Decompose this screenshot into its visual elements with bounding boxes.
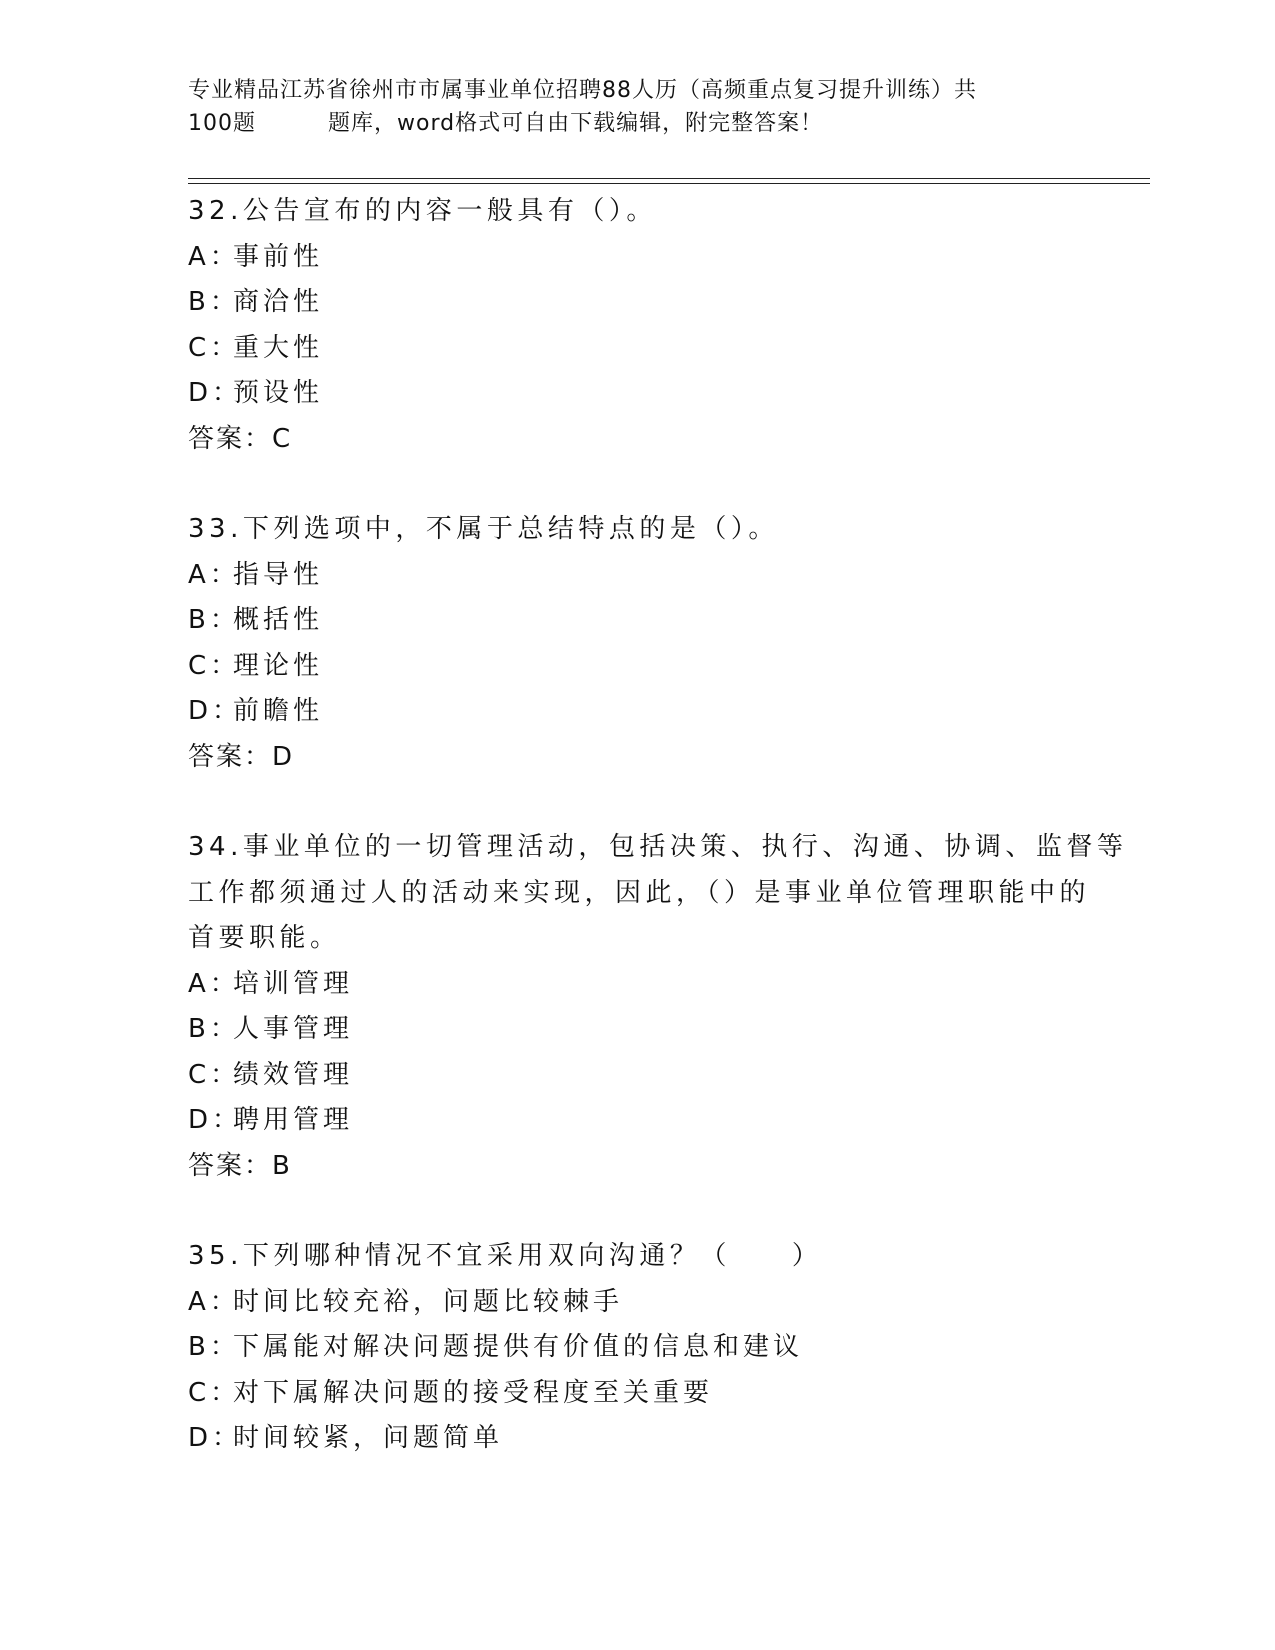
header-description: 题库，word格式可自由下载编辑，附完整答案！ (328, 111, 824, 136)
option-text: 事前性 (233, 241, 324, 272)
option-key: C： (188, 1059, 241, 1090)
header-divider-bottom (188, 183, 1150, 184)
option-key: B： (188, 1014, 240, 1044)
option-text: 概括性 (233, 605, 324, 635)
question-list (188, 189, 1128, 1462)
answer-option (188, 1416, 1088, 1462)
option-key: B： (188, 1332, 240, 1362)
option-key: C： (188, 650, 241, 681)
question-stem: 35.下列哪种情况不宜采用双向沟通？（ ） (188, 1241, 823, 1271)
option-key: D： (188, 378, 243, 408)
answer-option (188, 326, 1088, 372)
question-stem: 32.公告宣布的内容一般具有（）。 (188, 196, 657, 226)
option-text: 前瞻性 (233, 696, 324, 726)
question-stem: 工作都须通过人的活动来实现，因此，（）是事业单位管理职能中的 (188, 877, 1091, 908)
question-block (188, 825, 1128, 1189)
option-key: D： (188, 696, 243, 726)
option-key: A： (188, 559, 240, 590)
answer-option (188, 280, 1088, 326)
answer-option (188, 598, 1088, 644)
document-header (188, 74, 1088, 140)
option-text: 指导性 (233, 559, 324, 590)
answer-option (188, 1007, 1088, 1053)
option-text: 培训管理 (233, 968, 354, 999)
option-key: A： (188, 1286, 240, 1317)
answer-option (188, 235, 1088, 281)
answer-key: 答案：C (188, 423, 293, 454)
question-block (188, 189, 1088, 462)
answer-option (188, 689, 1088, 735)
answer-option (188, 1371, 1088, 1417)
option-text: 预设性 (233, 378, 324, 408)
answer-option (188, 1325, 1088, 1371)
answer-option (188, 644, 1088, 690)
option-key: D： (188, 1105, 243, 1135)
option-text: 时间比较充裕，问题比较棘手 (233, 1286, 624, 1317)
option-text: 重大性 (233, 332, 324, 363)
answer-option (188, 1098, 1088, 1144)
option-text: 时间较紧，问题简单 (233, 1423, 504, 1453)
option-text: 绩效管理 (233, 1059, 354, 1090)
question-stem: 34.事业单位的一切管理活动，包括决策、执行、沟通、协调、监督等 (188, 832, 1128, 862)
answer-option (188, 1280, 1088, 1326)
header-divider-top (188, 178, 1150, 179)
question-stem: 首要职能。 (188, 923, 341, 953)
question-block (188, 1234, 1088, 1462)
answer-option (188, 553, 1088, 599)
answer-option (188, 1053, 1088, 1099)
option-key: C： (188, 1377, 241, 1408)
question-spacer (188, 462, 1088, 507)
question-stem: 33.下列选项中，不属于总结特点的是（）。 (188, 514, 779, 544)
header-line-2 (188, 107, 1088, 140)
option-key: C： (188, 332, 241, 363)
answer-option (188, 371, 1088, 417)
option-text: 商洽性 (233, 287, 324, 317)
answer-option (188, 962, 1088, 1008)
option-key: A： (188, 968, 240, 999)
option-text: 理论性 (233, 650, 324, 681)
question-spacer (188, 1189, 1088, 1234)
option-text: 聘用管理 (233, 1105, 354, 1135)
answer-key: 答案：B (188, 1150, 292, 1181)
option-text: 下属能对解决问题提供有价值的信息和建议 (233, 1332, 804, 1362)
option-key: B： (188, 287, 240, 317)
option-text: 人事管理 (233, 1014, 354, 1044)
answer-key: 答案：D (188, 741, 295, 772)
question-block (188, 507, 1088, 780)
option-key: D： (188, 1423, 243, 1453)
header-question-count: 100题 (188, 111, 256, 136)
option-text: 对下属解决问题的接受程度至关重要 (233, 1377, 714, 1408)
option-key: A： (188, 241, 240, 272)
option-key: B： (188, 605, 240, 635)
question-spacer (188, 780, 1088, 825)
header-line-1: 专业精品江苏省徐州市市属事业单位招聘88人历（高频重点复习提升训练）共 (188, 78, 977, 103)
